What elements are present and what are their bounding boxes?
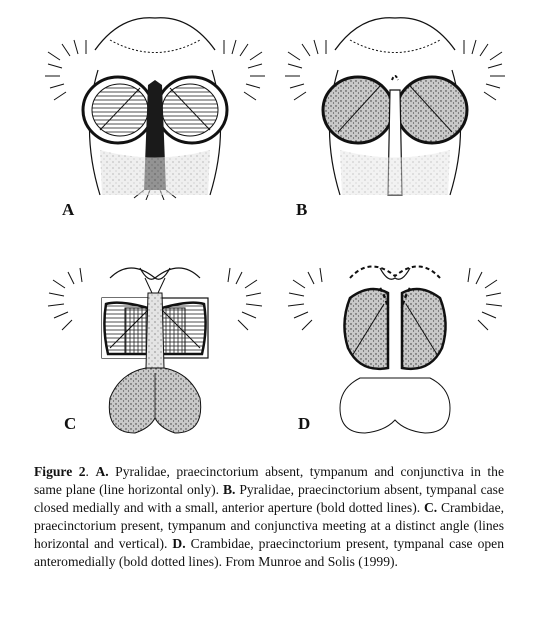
caption-c-label: C.: [423, 500, 438, 515]
panel-a-figure: [40, 10, 270, 200]
caption-a-label: A.: [95, 464, 109, 479]
panel-label-a: A: [62, 200, 75, 219]
caption-figure-label: Figure 2: [34, 464, 86, 479]
panel-label-c: C: [64, 414, 77, 433]
caption-a-text: Pyralidae, praecinctorium absent, tympanum and conjunctiva in the same plane (line horizontal only).: [34, 464, 505, 497]
caption-d-label: D.: [172, 536, 186, 551]
caption-c-text: Crambidae, praecinctorium present, tympanum and conjunctiva meeting at a distinct angle (lines horizontal and vertical).: [34, 500, 505, 551]
panel-label-b: B: [296, 200, 308, 219]
caption-b-label: B.: [222, 482, 236, 497]
figure-caption: [34, 463, 504, 571]
caption-b-text: Pyralidae, praecinctorium absent, tympanal case closed medially and with a small, anterior aperture (bold dotted lines).: [34, 482, 504, 515]
caption-d-text: Crambidae, praecinctorium present, tympanal case open anteromedially (bold dotted lines). From Munroe and Solis (1999).: [34, 536, 504, 569]
caption-sep: .: [85, 464, 96, 479]
panel-label-d: D: [298, 414, 311, 433]
panel-d-figure: [280, 248, 510, 448]
panel-b-figure: [280, 10, 510, 200]
